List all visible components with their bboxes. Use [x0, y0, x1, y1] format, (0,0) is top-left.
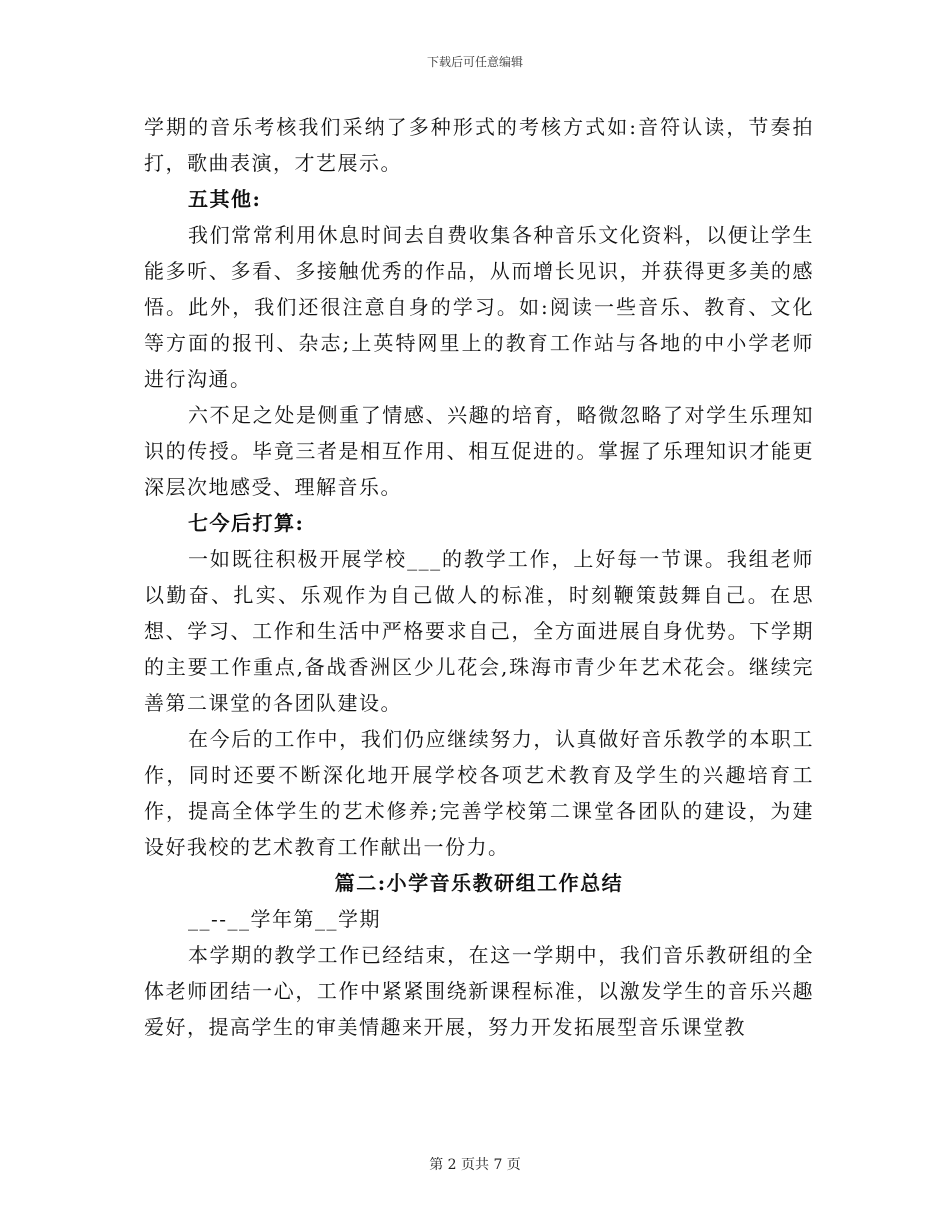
body-paragraph: 学期的音乐考核我们采纳了多种形式的考核方式如:音符认读，节奏拍打，歌曲表演，才艺展示。 — [144, 115, 814, 175]
body-paragraph: 在今后的工作中，我们仍应继续努力，认真做好音乐教学的本职工作，同时还要不断深化地开展学校各项艺术教育及学生的兴趣培育工作，提高全体学生的艺术修养;完善学校第二课堂各团队的建设，为建设好我校的艺术教育工作献出一份力。 — [144, 727, 814, 859]
page-footer: 第 2 页共 7 页 — [429, 1157, 521, 1173]
body-paragraph: 我们常常利用休息时间去自费收集各种音乐文化资料，以便让学生能多听、多看、多接触优秀的作品，从而增长见识，并获得更多美的感悟。此外，我们还很注意自身的学习。如:阅读一些音乐、教育、文化等方面的报刊、杂志;上英特网里上的教育工作站与各地的中小学老师进行沟通。 — [144, 223, 814, 391]
document-body — [144, 109, 814, 1045]
section-heading-other: 五其他: — [188, 187, 262, 211]
body-paragraph: 一如既往积极开展学校___的教学工作，上好每一节课。我组老师以勤奋、扎实、乐观作为自己做人的标准，时刻鞭策鼓舞自己。在思想、学习、工作和生活中严格要求自己，全方面进展自身优势。下学期的主要工作重点,备战香洲区少儿花会,珠海市青少年艺术花会。继续完善第二课堂的各团队建设。 — [144, 547, 814, 715]
page-header: 下载后可任意编辑 — [426, 55, 523, 69]
body-paragraph: 本学期的教学工作已经结束，在这一学期中，我们音乐教研组的全体老师团结一心，工作中紧紧围绕新课程标准，以激发学生的音乐兴趣爱好，提高学生的审美情趣来开展，努力开发拓展型音乐课堂教 — [144, 943, 814, 1039]
semester-line: __--__学年第__学期 — [188, 907, 382, 931]
section-heading-future-plan: 七今后打算: — [188, 511, 305, 535]
article-title: 篇二:小学音乐教研组工作总结 — [334, 871, 624, 895]
body-paragraph: 六不足之处是侧重了情感、兴趣的培育，略微忽略了对学生乐理知识的传授。毕竟三者是相互作用、相互促进的。掌握了乐理知识才能更深层次地感受、理解音乐。 — [144, 403, 814, 499]
